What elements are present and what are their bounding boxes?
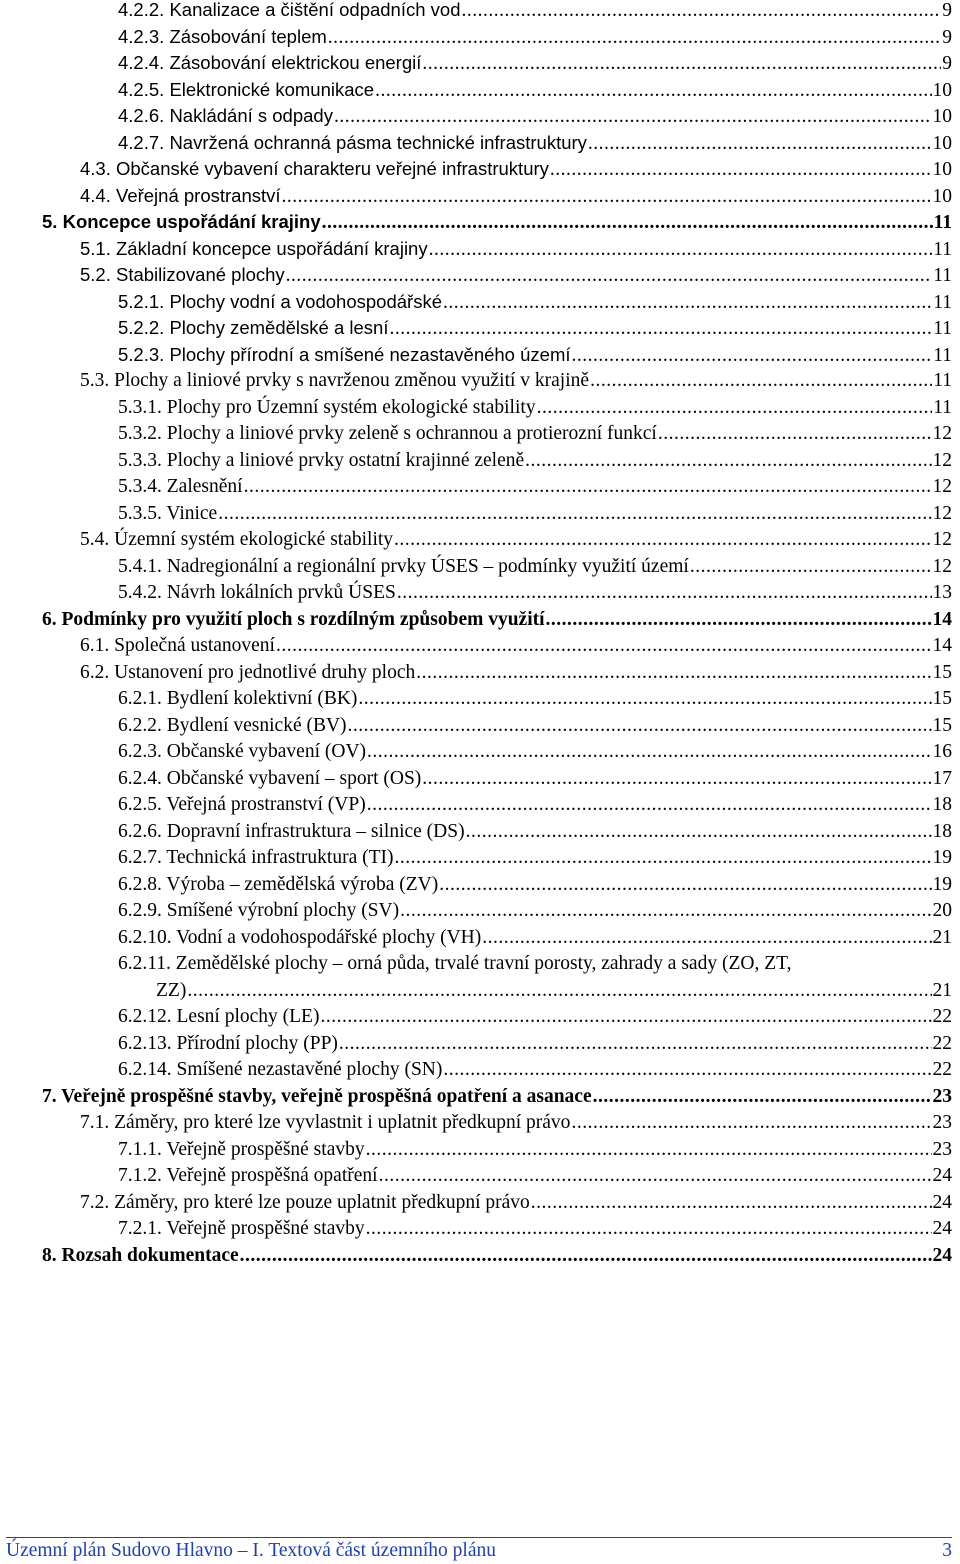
page-footer <box>6 1538 952 1564</box>
toc-entry-label: Plochy vodní a vodohospodářské <box>169 290 442 312</box>
toc-entry-label: Bydlení kolektivní (BK) <box>166 688 358 709</box>
toc-entry[interactable] <box>0 501 960 528</box>
toc-page-number: 22 <box>932 1006 952 1027</box>
toc-dot-leader <box>286 263 933 290</box>
toc-entry[interactable] <box>0 156 960 183</box>
toc-entry-number: 5.3.1. <box>118 396 162 418</box>
toc-entry-label: Záměry, pro které lze pouze uplatnit předkupní právo <box>114 1191 530 1213</box>
toc-dot-leader <box>400 898 931 925</box>
toc-entry-title <box>118 739 366 766</box>
toc-page-number: 10 <box>932 79 952 101</box>
toc-entry-number: 6.2.12. <box>118 1006 172 1027</box>
toc-entry-label: Ustanovení pro jednotlivé druhy ploch <box>114 661 416 683</box>
toc-entry[interactable] <box>0 1243 960 1270</box>
toc-page-number: 11 <box>933 370 952 391</box>
toc-dot-leader <box>244 474 932 501</box>
toc-entry-label: Plochy zemědělské a lesní <box>169 317 389 338</box>
toc-entry-label: Plochy a liniové prvky s navrženou změnou využití v krajině <box>114 370 590 391</box>
toc-dot-leader <box>429 237 933 264</box>
toc-entry-title <box>118 77 374 104</box>
toc-dot-leader <box>240 1243 932 1270</box>
toc-dot-leader <box>422 766 931 793</box>
toc-entry-title <box>118 421 657 448</box>
toc-entry[interactable] <box>0 24 960 51</box>
toc-entry-title <box>118 1031 338 1058</box>
toc-entry[interactable] <box>0 0 960 24</box>
toc-entry-label: Výroba – zemědělská výroba (ZV) <box>166 873 439 895</box>
toc-dot-leader <box>462 0 942 25</box>
toc-dot-leader <box>397 580 932 607</box>
toc-dot-leader <box>531 1190 932 1217</box>
toc-entry-number: 5.4. <box>80 529 110 550</box>
toc-entry-label: Vinice <box>166 502 218 524</box>
toc-page-number: 10 <box>932 106 952 127</box>
toc-entry-label: Územní systém ekologické stability <box>114 529 394 550</box>
toc-entry-number: 5.2.2. <box>118 317 165 338</box>
toc-entry-title <box>118 580 396 607</box>
toc-entry-title <box>118 925 481 952</box>
toc-entry-title <box>42 607 545 634</box>
toc-page-number: 20 <box>932 900 952 921</box>
toc-entry[interactable] <box>0 1084 960 1111</box>
toc-entry-title <box>80 183 281 210</box>
toc-entry-title <box>80 262 285 289</box>
toc-entry-label: Občanské vybavení charakteru veřejné infrastruktury <box>116 158 549 179</box>
toc-dot-leader <box>367 792 932 819</box>
toc-entry-label: Vodní a vodohospodářské plochy (VH) <box>176 926 482 948</box>
toc-entry-number: 4.2.7. <box>118 131 165 153</box>
toc-dot-leader <box>276 633 932 660</box>
toc-dot-leader <box>588 131 932 158</box>
toc-entry-label: Rozsah dokumentace <box>61 1244 239 1266</box>
toc-entry[interactable] <box>0 925 960 952</box>
toc-entry-title <box>118 50 421 77</box>
toc-entry-number: 4.2.3. <box>118 25 165 47</box>
toc-dot-leader <box>379 1163 932 1190</box>
toc-dot-leader <box>482 925 931 952</box>
toc-entry-number: 5.1. <box>80 237 111 259</box>
toc-entry-title <box>118 845 394 872</box>
toc-entry[interactable] <box>0 819 960 846</box>
toc-page-number: 12 <box>932 476 952 497</box>
toc-entry-number: 6.2.4. <box>118 767 162 789</box>
toc-entry-title <box>80 368 589 395</box>
toc-entry-title <box>80 660 415 687</box>
toc-dot-leader <box>328 25 941 52</box>
toc-entry-number: 5.2.1. <box>118 290 165 312</box>
toc-page-number: 10 <box>932 185 952 207</box>
toc-entry[interactable] <box>0 792 960 819</box>
toc-entry-label: Veřejně prospěšná opatření <box>166 1165 378 1186</box>
toc-entry-number: 7.1.2. <box>118 1165 162 1186</box>
toc-page-number: 21 <box>932 926 952 948</box>
toc-page-number: 24 <box>932 1244 952 1266</box>
toc-entry-number: 6.2.9. <box>118 900 162 921</box>
toc-dot-leader <box>375 78 931 105</box>
toc-entry-number: 4.2.2. <box>118 0 165 20</box>
toc-page-number: 14 <box>932 608 952 630</box>
toc-entry-number: 5.3.4. <box>118 476 162 497</box>
toc-page-number: 11 <box>933 265 952 286</box>
toc-entry[interactable] <box>0 368 960 395</box>
toc-entry[interactable] <box>0 1057 960 1084</box>
toc-entry[interactable] <box>0 739 960 766</box>
toc-entry-number: 5.4.1. <box>118 555 162 577</box>
toc-dot-leader <box>389 316 932 343</box>
toc-dot-leader <box>282 184 932 211</box>
toc-page-number: 19 <box>932 847 952 868</box>
toc-entry[interactable] <box>0 1004 960 1031</box>
toc-page-number: 12 <box>932 502 952 524</box>
toc-entry-label: Plochy a liniové prvky ostatní krajinné zeleně <box>166 449 525 471</box>
toc-page-number: 12 <box>932 529 952 550</box>
toc-page-number: 11 <box>933 318 952 339</box>
toc-entry-title <box>80 236 428 263</box>
toc-entry-label: Plochy pro Územní systém ekologické stability <box>166 396 536 418</box>
toc-dot-leader <box>366 1137 932 1164</box>
toc-entry-label: Kanalizace a čištění odpadních vod <box>169 0 461 20</box>
toc-entry-number: 7.1.1. <box>118 1138 162 1160</box>
toc-page-number: 17 <box>932 767 952 789</box>
toc-entry-number: 7.2. <box>80 1191 110 1213</box>
toc-entry-title <box>80 527 393 554</box>
toc-page-number: 9 <box>942 26 952 48</box>
toc-entry-title <box>42 1243 239 1270</box>
toc-entry[interactable] <box>0 580 960 607</box>
toc-dot-leader <box>466 819 932 846</box>
toc-entry[interactable] <box>0 289 960 316</box>
toc-page-number: 12 <box>932 449 952 471</box>
toc-entry-title <box>42 1084 592 1111</box>
toc-entry-number: 5. <box>42 211 58 232</box>
toc-page-number: 23 <box>932 1112 952 1133</box>
toc-dot-leader <box>525 448 931 475</box>
toc-entry-title <box>118 713 347 740</box>
toc-entry-label: Občanské vybavení – sport (OS) <box>166 767 422 789</box>
toc-entry-label: Koncepce uspořádání krajiny <box>62 211 321 232</box>
toc-entry[interactable] <box>0 1190 960 1217</box>
toc-dot-leader <box>593 1084 932 1111</box>
toc-page-number: 11 <box>933 212 952 233</box>
toc-page-number: 14 <box>932 635 952 656</box>
toc-dot-leader <box>690 554 932 581</box>
toc-entry-title <box>118 1004 319 1031</box>
toc-page-number: 18 <box>932 794 952 815</box>
toc-entry-label: Záměry, pro které lze vyvlastnit i uplatnit předkupní právo <box>114 1112 571 1133</box>
toc-page-number: 12 <box>932 555 952 577</box>
toc-dot-leader <box>320 1004 931 1031</box>
toc-entry-title <box>118 103 333 130</box>
toc-dot-leader <box>322 210 933 237</box>
toc-entry-title <box>118 315 388 342</box>
toc-entry-label: Základní koncepce uspořádání krajiny <box>116 237 428 259</box>
toc-entry-label: Návrh lokálních prvků ÚSES <box>166 582 396 603</box>
toc-entry-label: Stabilizované plochy <box>116 264 285 285</box>
toc-entry[interactable] <box>0 77 960 104</box>
toc-entry-title <box>118 686 357 713</box>
toc-page-number: 22 <box>932 1059 952 1080</box>
toc-dot-leader <box>339 1031 932 1058</box>
toc-entry[interactable] <box>0 686 960 713</box>
toc-entry[interactable] <box>0 872 960 899</box>
toc-dot-leader <box>590 368 932 395</box>
toc-entry-number: 6.2.7. <box>118 847 162 868</box>
toc-dot-leader <box>572 343 933 370</box>
toc-entry-title <box>118 1216 365 1243</box>
toc-entry-number: 8. <box>42 1244 57 1266</box>
toc-page-number: 15 <box>932 661 952 683</box>
toc-entry-number: 6.2.11. <box>118 953 171 974</box>
toc-entry[interactable] <box>0 1031 960 1058</box>
toc-entry-number: 5.3. <box>80 370 110 391</box>
toc-entry-number: 4.4. <box>80 184 111 206</box>
footer-document-title: Územní plán Sudovo Hlavno – I. Textová část územního plánu <box>6 1540 497 1561</box>
toc-entry-title <box>118 1163 378 1190</box>
toc-dot-leader <box>422 51 941 78</box>
toc-entry-label: Veřejná prostranství (VP) <box>166 794 366 815</box>
toc-page-number: 15 <box>932 688 952 709</box>
toc-entry-label: Podmínky pro využití ploch s rozdílným způsobem využití <box>61 608 545 630</box>
toc-entry-title <box>42 209 321 236</box>
toc-entry-label: Zalesnění <box>166 476 243 497</box>
toc-entry-number: 4.2.6. <box>118 105 165 126</box>
toc-page-number: 11 <box>933 238 952 260</box>
toc-dot-leader <box>334 104 932 131</box>
toc-entry[interactable] <box>0 1216 960 1243</box>
toc-dot-leader <box>187 978 931 1005</box>
toc-entry-number: 5.4.2. <box>118 582 162 603</box>
toc-page-number: 9 <box>942 53 952 74</box>
toc-entry-title <box>80 633 275 660</box>
toc-dot-leader <box>443 290 932 317</box>
toc-entry[interactable] <box>0 315 960 342</box>
toc-entry-number: 6.2.10. <box>118 926 172 948</box>
toc-entry-label: Technická infrastruktura (TI) <box>166 847 394 868</box>
toc-entry-number: 6.2. <box>80 661 110 683</box>
toc-entry-label: Smíšené výrobní plochy (SV) <box>166 900 400 921</box>
toc-entry-number: 5.3.3. <box>118 449 162 471</box>
toc-entry-continuation[interactable] <box>0 978 960 1005</box>
toc-entry-title <box>118 1137 365 1164</box>
toc-entry-number: 5.2. <box>80 264 111 285</box>
toc-entry-label: Veřejně prospěšné stavby <box>166 1138 365 1160</box>
toc-entry-number: 7.2.1. <box>118 1218 162 1239</box>
toc-entry[interactable] <box>0 448 960 475</box>
toc-entry-number: 6.2.14. <box>118 1059 172 1080</box>
toc-entry[interactable] <box>0 421 960 448</box>
footer-rule <box>6 1537 952 1538</box>
toc-entry-number: 5.3.5. <box>118 502 162 524</box>
toc-dot-leader <box>546 607 932 634</box>
toc-entry-title <box>118 474 243 501</box>
toc-page-number: 9 <box>942 0 952 21</box>
toc-entry-title <box>118 342 571 369</box>
toc-entry-title <box>118 1057 442 1084</box>
toc-page-number: 23 <box>932 1085 952 1107</box>
toc-entry-title <box>118 289 442 316</box>
toc-entry-label: Veřejná prostranství <box>116 184 281 206</box>
toc-dot-leader <box>550 157 932 184</box>
toc-entry[interactable] <box>0 1110 960 1137</box>
toc-entry[interactable] <box>0 898 960 925</box>
toc-entry-title <box>80 156 549 183</box>
toc-entry-label: Nakládání s odpady <box>169 105 333 126</box>
toc-entry[interactable] <box>0 50 960 77</box>
toc-entry-number: 6.2.2. <box>118 714 162 736</box>
toc-entry-label: Elektronické komunikace <box>169 78 375 100</box>
toc-entry[interactable] <box>0 1163 960 1190</box>
toc-entry[interactable] <box>0 766 960 793</box>
toc-page-number: 16 <box>932 741 952 762</box>
toc-entry[interactable] <box>0 951 960 978</box>
toc-entry-title <box>118 819 465 846</box>
toc-entry-title <box>118 24 327 51</box>
toc-entry-title <box>118 872 438 899</box>
toc-entry-title <box>80 1190 530 1217</box>
toc-entry-number: 6.2.5. <box>118 794 162 815</box>
toc-entry[interactable] <box>0 713 960 740</box>
toc-page-number: 24 <box>932 1218 952 1239</box>
toc-page-number: 19 <box>932 873 952 895</box>
toc-entry-label: Přírodní plochy (PP) <box>176 1032 338 1054</box>
toc-entry-title <box>118 951 791 978</box>
toc-entry-number: 6. <box>42 608 57 630</box>
toc-dot-leader <box>443 1057 931 1084</box>
toc-entry-title <box>118 898 399 925</box>
toc-dot-leader <box>439 872 931 899</box>
toc-page-number: 18 <box>932 820 952 842</box>
toc-entry-label: Veřejně prospěšné stavby, veřejně prospěšná opatření a asanace <box>61 1085 592 1107</box>
toc-entry[interactable] <box>0 395 960 422</box>
toc-entry-label: Veřejně prospěšné stavby <box>166 1218 365 1239</box>
toc-entry-label: Zásobování teplem <box>169 25 327 47</box>
toc-entry-label: Společná ustanovení <box>114 635 275 656</box>
toc-entry[interactable] <box>0 262 960 289</box>
toc-entry-number: 6.1. <box>80 635 110 656</box>
toc-page-number: 24 <box>932 1191 952 1213</box>
toc-dot-leader <box>348 713 932 740</box>
toc-page-number: 10 <box>932 132 952 154</box>
toc-entry-title <box>118 0 461 24</box>
toc-entry[interactable] <box>0 527 960 554</box>
toc-page-number: 15 <box>932 714 952 736</box>
toc-entry-label: Zásobování elektrickou energií <box>169 52 422 73</box>
toc-entry-label-continued: ZZ) <box>156 979 187 1001</box>
toc-entry-label: Plochy přírodní a smíšené nezastavěného území <box>169 343 571 365</box>
toc-entry-label: Navržená ochranná pásma technické infrastruktury <box>169 131 587 153</box>
toc-entry[interactable] <box>0 183 960 210</box>
toc-page-number: 21 <box>932 979 952 1001</box>
toc-entry-label: Nadregionální a regionální prvky ÚSES – podmínky využití území <box>166 555 689 577</box>
toc-dot-leader <box>658 421 932 448</box>
toc-entry-title <box>118 554 689 581</box>
toc-entry-label: Dopravní infrastruktura – silnice (DS) <box>166 820 465 842</box>
toc-entry-label: Zemědělské plochy – orná půda, trvalé travní porosty, zahrady a sady (ZO, ZT, <box>175 953 792 974</box>
toc-dot-leader <box>394 527 931 554</box>
toc-entry-title <box>118 448 524 475</box>
toc-entry-number: 5.2.3. <box>118 343 165 365</box>
toc-entry-title <box>118 792 366 819</box>
toc-page-number: 11 <box>933 396 952 418</box>
toc-entry[interactable] <box>0 209 960 236</box>
toc-dot-leader <box>416 660 931 687</box>
toc-entry-number: 6.2.13. <box>118 1032 172 1054</box>
toc-entry-title <box>80 1110 570 1137</box>
toc-entry[interactable] <box>0 130 960 157</box>
toc-entry-number: 4.2.4. <box>118 52 165 73</box>
toc-entry[interactable] <box>0 236 960 263</box>
toc-entry-title <box>118 501 217 528</box>
toc-entry-number: 7.1. <box>80 1112 110 1133</box>
toc-entry-number: 6.2.3. <box>118 741 162 762</box>
toc-page-number: 23 <box>932 1138 952 1160</box>
toc-entry-number: 6.2.6. <box>118 820 162 842</box>
toc-entry-title <box>118 395 536 422</box>
toc-page-number: 11 <box>933 291 952 313</box>
toc-page-number: 11 <box>933 344 952 366</box>
toc-entry-label: Plochy a liniové prvky zeleně s ochrannou a protierozní funkcí <box>166 423 657 444</box>
toc-entry[interactable] <box>0 474 960 501</box>
toc-entry-number: 6.2.1. <box>118 688 162 709</box>
toc-entry-number: 4.2.5. <box>118 78 165 100</box>
toc-entry[interactable] <box>0 103 960 130</box>
toc-dot-leader <box>537 395 933 422</box>
toc-entry[interactable] <box>0 633 960 660</box>
toc-dot-leader <box>395 845 932 872</box>
toc-entry[interactable] <box>0 607 960 634</box>
toc-entry-label: Smíšené nezastavěné plochy (SN) <box>176 1059 443 1080</box>
toc-entry-label: Lesní plochy (LE) <box>176 1006 320 1027</box>
toc-entry[interactable] <box>0 342 960 369</box>
toc-entry-number: 7. <box>42 1085 57 1107</box>
toc-dot-leader <box>367 739 931 766</box>
toc-dot-leader <box>366 1216 932 1243</box>
toc-entry[interactable] <box>0 554 960 581</box>
toc-entry[interactable] <box>0 1137 960 1164</box>
toc-entry[interactable] <box>0 845 960 872</box>
toc-entry-number: 5.3.2. <box>118 423 162 444</box>
toc-page-number: 10 <box>932 159 952 180</box>
toc-entry-number: 6.2.8. <box>118 873 162 895</box>
footer-page-number: 3 <box>942 1540 952 1561</box>
toc-entry-number: 4.3. <box>80 158 111 179</box>
toc-page-number: 12 <box>932 423 952 444</box>
toc-entry-label: Bydlení vesnické (BV) <box>166 714 347 736</box>
toc-entry-title <box>118 130 587 157</box>
toc-page-number: 22 <box>932 1032 952 1054</box>
toc-page-number: 13 <box>932 582 952 603</box>
toc-dot-leader <box>218 501 931 528</box>
toc-dot-leader <box>571 1110 931 1137</box>
toc-dot-leader <box>358 686 931 713</box>
toc-entry[interactable] <box>0 660 960 687</box>
toc-entry-title <box>118 766 421 793</box>
toc-entry-label: Občanské vybavení (OV) <box>166 741 367 762</box>
toc-page-number: 24 <box>932 1165 952 1186</box>
